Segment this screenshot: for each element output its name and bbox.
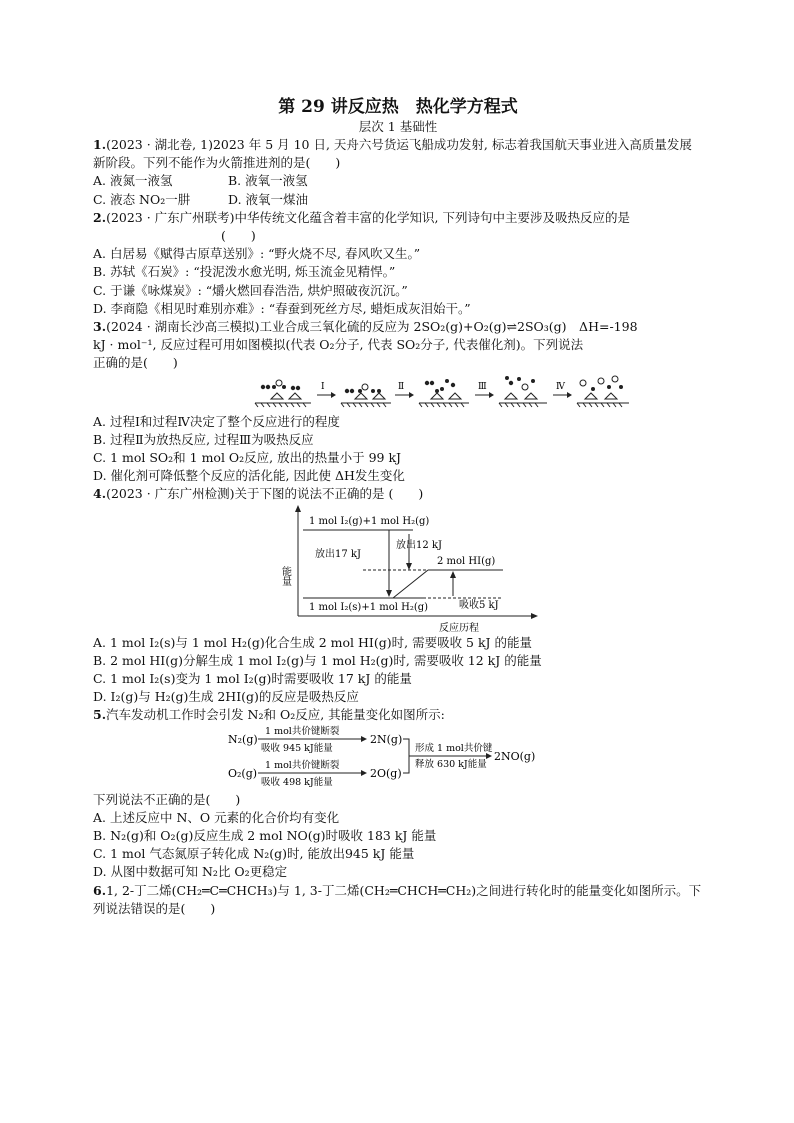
top-level-label: 1 mol I₂(g)+1 mol H₂(g) xyxy=(309,515,430,527)
arrow-down-icon xyxy=(386,590,392,597)
question-1 xyxy=(93,136,703,209)
option-b: B. 苏轼《石炭》: “投泥泼水愈光明, 烁玉流金见精悍。” xyxy=(93,264,396,280)
question-stem-line3: 正确的是( ) xyxy=(93,355,178,371)
no-label: 2NO(g) xyxy=(494,749,536,763)
arrow-down-icon xyxy=(406,563,412,570)
option-c: C. 1 mol SO₂和 1 mol O₂反应, 放出的热量小于 99 kJ xyxy=(93,450,402,466)
option-b: B. N₂(g)和 O₂(g)反应生成 2 mol NO(g)时吸收 183 kJ 能量 xyxy=(93,828,437,844)
release630-label: 释放 630 kJ能量 xyxy=(415,758,487,770)
question-3 xyxy=(93,318,703,485)
option-b: B. 2 mol HI(g)分解生成 1 mol I₂(g)与 1 mol H₂(g)时, 需要吸收 12 kJ 的能量 xyxy=(93,652,542,668)
option-a: A. 白居易《赋得古原草送别》: “野火烧不尽, 春风吹又生。” xyxy=(93,246,421,262)
x-axis-arrow-icon xyxy=(531,613,538,619)
molecule-cluster-icon xyxy=(341,384,391,407)
question-2 xyxy=(93,209,703,318)
option-d: D. 李商隐《相见时难别亦难》: “春蚕到死丝方尽, 蜡炬成灰泪始干。” xyxy=(93,300,471,316)
o2-label: O₂(g) xyxy=(228,766,258,780)
y-axis-label: 能量 xyxy=(279,565,291,586)
molecule-cluster-icon xyxy=(419,379,469,407)
release17-label: 放出17 kJ xyxy=(315,548,361,560)
answer-paren: ( ) xyxy=(221,228,256,244)
question-stem-line1: (2024 · 湖南长沙高三模拟)工业合成三氧化硫的反应为 2SO₂(g)+O₂(g)⇌2SO₃(g) ΔH=-198 xyxy=(106,319,638,335)
option-c: C. 液态 NO₂一肼 xyxy=(93,191,191,207)
molecule-cluster-icon xyxy=(499,376,547,407)
form-label: 形成 1 mol共价键 xyxy=(415,742,493,754)
question-5 xyxy=(93,706,703,881)
n2-label: N₂(g) xyxy=(228,732,258,746)
absorb498-label: 吸收 498 kJ能量 xyxy=(261,776,333,788)
arrow-icon xyxy=(317,392,336,398)
question-number: 4. xyxy=(93,486,107,502)
question-number: 1. xyxy=(93,137,107,152)
option-a: A. 液氮一液氢 xyxy=(93,173,173,189)
absorb945-label: 吸收 945 kJ能量 xyxy=(261,742,333,754)
stage-label-4: Ⅳ xyxy=(556,381,565,392)
question-stem: 汽车发动机工作时会引发 N₂和 O₂反应, 其能量变化如图所示: xyxy=(106,707,445,723)
question-number: 2. xyxy=(93,209,107,225)
energy-level-diagram xyxy=(93,504,703,634)
stage-label-2: Ⅱ xyxy=(398,381,405,392)
release12-label: 放出12 kJ xyxy=(396,539,442,551)
n-atoms-label: 2N(g) xyxy=(370,732,403,746)
question-stem: (2023 · 广东广州联考)中华传统文化蕴含着丰富的化学知识, 下列诗句中主要涉及吸热反应的是 xyxy=(106,209,630,225)
arrow-icon xyxy=(395,392,414,398)
question-stem: 1, 2-丁二烯(CH₂═C═CHCH₃)与 1, 3-丁二烯(CH₂═CHCH═CH₂)之间进行转化时的能量变化如图所示。下列说法错误的是( ) xyxy=(93,882,702,916)
arrow-up-icon xyxy=(450,571,456,578)
section-subtitle: 层次 1 基础性 xyxy=(358,119,438,134)
question-stem-line2: kJ · mol⁻¹, 反应过程可用如图模拟(代表 O₂分子, 代表 SO₂分子, 代表催化剂)。下列说法 xyxy=(93,337,584,353)
option-a: A. 过程Ⅰ和过程Ⅳ决定了整个反应进行的程度 xyxy=(93,413,340,429)
question-stem: (2023 · 广东广州检测)关于下图的说法不正确的是 ( ) xyxy=(106,486,424,502)
absorb5-label: 吸收5 kJ xyxy=(459,599,499,611)
option-b: B. 液氧一液氢 xyxy=(228,173,308,189)
break-label-o: 1 mol共价键断裂 xyxy=(265,759,340,771)
option-c: C. 1 mol I₂(s)变为 1 mol I₂(g)时需要吸收 17 kJ 的能量 xyxy=(93,671,412,687)
stage-label-1: Ⅰ xyxy=(321,381,325,392)
option-a: A. 上述反应中 N、O 元素的化合价均有变化 xyxy=(93,809,340,825)
arrow-right-icon xyxy=(361,736,367,742)
question-4 xyxy=(93,485,703,706)
question-stem: (2023 · 湖北卷, 1)2023 年 5 月 10 日, 天舟六号货运飞船成功发射, 标志着我国航天事业进入高质量发展新阶段。下列不能作为火箭推进剂的是( ) xyxy=(93,137,692,171)
bond-energy-diagram xyxy=(93,725,703,791)
option-d: D. 液氧一煤油 xyxy=(228,191,309,207)
option-c: C. 1 mol 气态氮原子转化成 N₂(g)时, 能放出945 kJ 能量 xyxy=(93,846,415,862)
question-number: 3. xyxy=(93,319,107,335)
break-label-n: 1 mol共价键断裂 xyxy=(265,725,340,737)
option-d: D. I₂(g)与 H₂(g)生成 2HI(g)的反应是吸热反应 xyxy=(93,689,359,705)
catalysis-process-figure xyxy=(93,373,703,413)
arrow-icon xyxy=(475,392,494,398)
bottom-level-label: 1 mol I₂(s)+1 mol H₂(g) xyxy=(309,601,429,613)
option-c: C. 于谦《咏煤炭》: “爝火燃回春浩浩, 烘炉照破夜沉沉。” xyxy=(93,282,408,298)
o-atoms-label: 2O(g) xyxy=(370,766,402,780)
document-page xyxy=(93,96,703,918)
page-title: 第 29 讲反应热 热化学方程式 xyxy=(278,97,518,117)
molecule-cluster-icon xyxy=(577,376,629,407)
question-prompt: 下列说法不正确的是( ) xyxy=(93,791,241,807)
question-number: 5. xyxy=(93,707,107,723)
option-b: B. 过程Ⅱ为放热反应, 过程Ⅲ为吸热反应 xyxy=(93,431,314,447)
option-d: D. 从图中数据可知 N₂比 O₂更稳定 xyxy=(93,864,288,880)
molecule-cluster-icon xyxy=(255,380,311,407)
arrow-right-icon xyxy=(361,770,367,776)
option-a: A. 1 mol I₂(s)与 1 mol H₂(g)化合生成 2 mol HI(g)时, 需要吸收 5 kJ 的能量 xyxy=(93,634,533,650)
x-axis-label: 反应历程 xyxy=(439,622,479,634)
question-number: 6. xyxy=(93,882,107,898)
arrow-icon xyxy=(553,392,572,398)
hi-level-label: 2 mol HI(g) xyxy=(437,555,496,567)
stage-label-3: Ⅲ xyxy=(478,381,487,392)
y-axis-arrow-icon xyxy=(295,505,301,512)
question-6 xyxy=(93,882,703,918)
option-d: D. 催化剂可降低整个反应的活化能, 因此使 ΔH发生变化 xyxy=(93,468,405,484)
